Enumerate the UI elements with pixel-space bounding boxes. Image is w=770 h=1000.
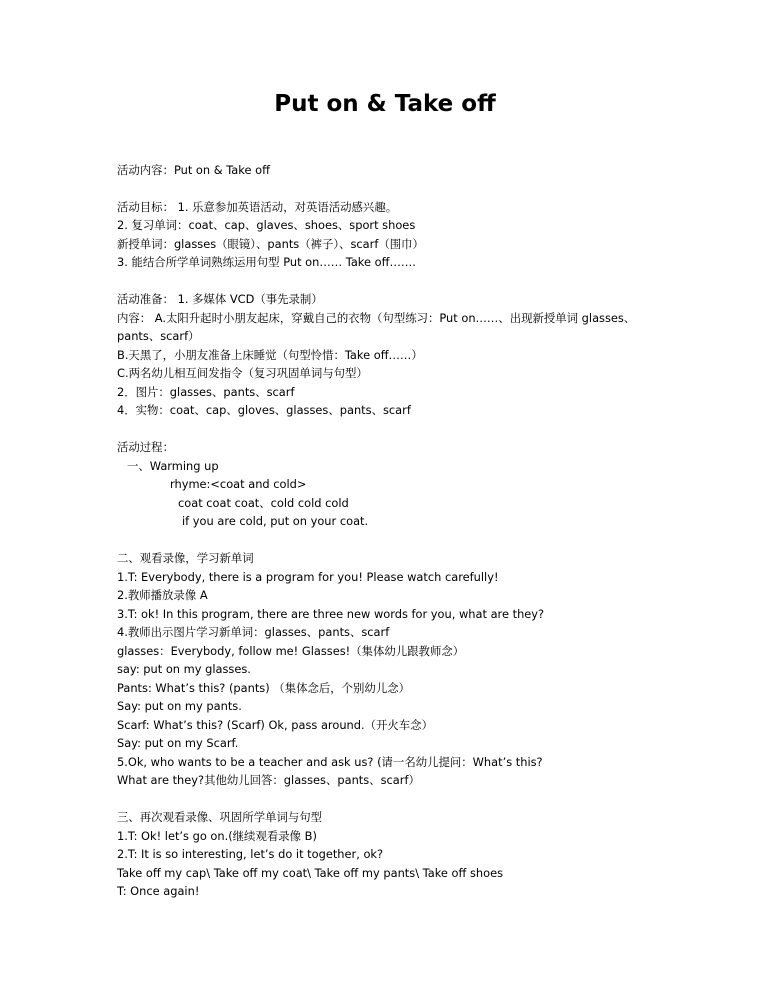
text-line: 2.T: It is so interesting, let’s do it together, ok? <box>117 847 384 861</box>
text-line: Say: put on my pants. <box>117 699 242 713</box>
text-line: 3. 能结合所学单词熟练运用句型 Put on…… Take off……. <box>117 255 416 269</box>
text-line: 5.Ok, who wants to be a teacher and ask us? (请一名幼儿提问：What’s this? <box>117 755 543 769</box>
text-line: T: Once again! <box>117 884 200 898</box>
text-line: 内容： A.太阳升起时小朋友起床，穿戴自己的衣物（句型练习：Put on……、出现新授单词 glasses、 <box>117 311 636 325</box>
text-line: 1.T: Ok! let’s go on.(继续观看录像 B) <box>117 829 317 843</box>
text-line: 1.T: Everybody, there is a program for you! Please watch carefully! <box>117 570 499 584</box>
text-line: 2．图片：glasses、pants、scarf <box>117 385 295 399</box>
text-line: 2.教师播放录像 A <box>117 588 208 602</box>
text-line: B.天黑了，小朋友准备上床睡觉（句型怜惜：Take off……） <box>117 348 423 362</box>
text-line: Pants: What’s this? (pants) （集体念后，个别幼儿念） <box>117 681 410 695</box>
text-line: glasses：Everybody, follow me! Glasses!（集体幼儿跟教师念） <box>117 644 465 658</box>
text-line: 4.教师出示图片学习新单词：glasses、pants、scarf <box>117 625 390 639</box>
text-line: Take off my cap\ Take off my coat\ Take off my pants\ Take off shoes <box>117 866 504 880</box>
text-line: say: put on my glasses. <box>117 662 251 676</box>
text-line: if you are cold, put on your coat. <box>182 514 369 528</box>
text-line: 2. 复习单词：coat、cap、glaves、shoes、sport shoes <box>117 218 416 232</box>
text-line: 新授单词：glasses（眼镜）、pants（裤子）、scarf（围巾） <box>117 237 424 251</box>
text-line: 活动准备： 1. 多媒体 VCD（事先录制） <box>117 292 323 306</box>
text-line: rhyme:<coat and cold> <box>170 477 307 491</box>
text-line: 4．实物：coat、cap、gloves、glasses、pants、scarf <box>117 403 411 417</box>
text-line: 活动过程： <box>117 440 174 454</box>
text-line: What are they?其他幼儿回答：glasses、pants、scarf） <box>117 773 420 787</box>
text-line: 活动内容：Put on & Take off <box>117 163 270 177</box>
text-line: coat coat coat、cold cold cold <box>178 496 349 510</box>
text-line: 三、再次观看录像、巩固所学单词与句型 <box>117 810 323 824</box>
document-title: Put on & Take off <box>274 91 496 117</box>
text-line: C.两名幼儿相互间发指令（复习巩固单词与句型） <box>117 366 368 380</box>
text-line: 二、观看录像，学习新单词 <box>117 551 254 565</box>
text-line: Scarf: What’s this? (Scarf) Ok, pass around.（开火车念） <box>117 718 433 732</box>
text-line: 3.T: ok! In this program, there are three new words for you, what are they? <box>117 607 545 621</box>
text-line: 活动目标： 1. 乐意参加英语活动，对英语活动感兴趣。 <box>117 200 398 214</box>
text-line: 一、Warming up <box>127 459 219 473</box>
text-line: Say: put on my Scarf. <box>117 736 239 750</box>
text-line: pants、scarf） <box>117 329 200 343</box>
